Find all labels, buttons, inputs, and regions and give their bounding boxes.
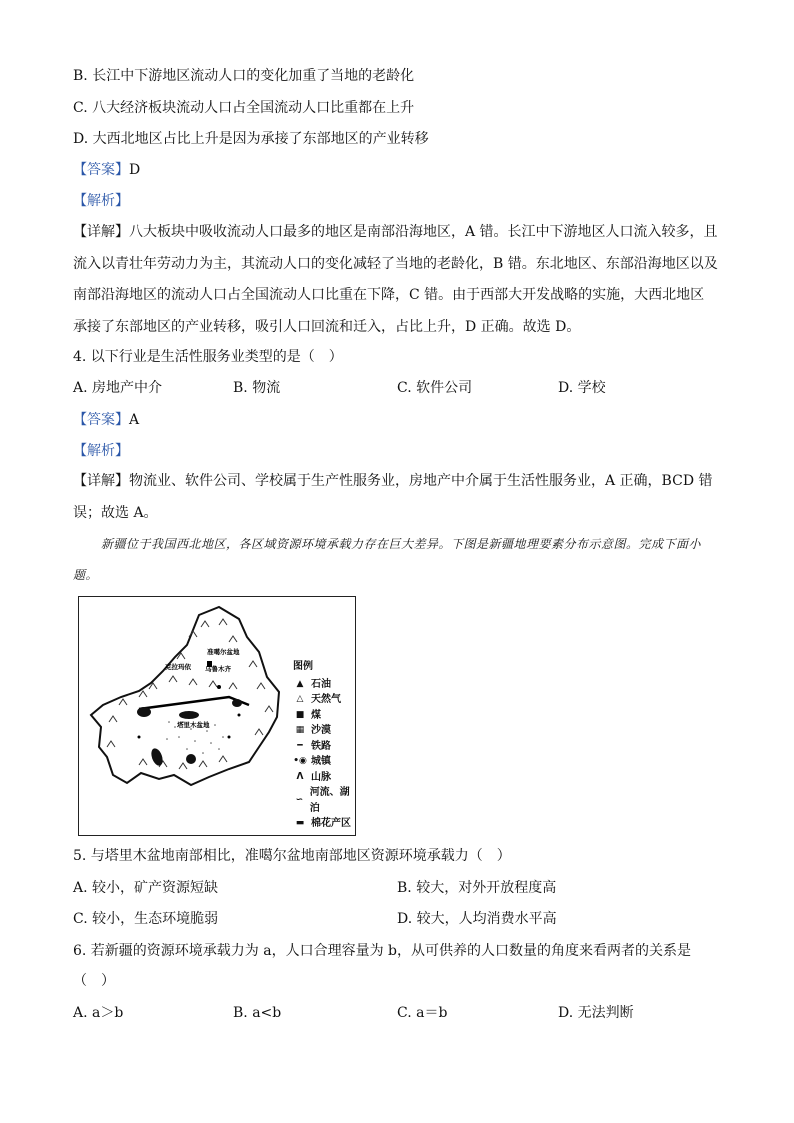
- option-d: D. 大西北地区占比上升是因为承接了东部地区的产业转移: [73, 131, 429, 147]
- label-tarim: 塔里木盆地: [177, 721, 210, 729]
- legend-row-cotton: ▬ 棉花产区: [293, 816, 355, 832]
- q5-option-a: A. 较小，矿产资源短缺: [73, 880, 219, 896]
- gas-icon: △: [296, 694, 304, 704]
- q4-option-c: C. 软件公司: [397, 380, 473, 396]
- legend-title: 图例: [293, 661, 313, 672]
- legend-row-desert: ▦ 沙漠: [293, 723, 355, 739]
- legend-row-river: ∽ 河流、湖泊: [293, 785, 355, 816]
- oil-icon: ▲: [296, 678, 304, 689]
- legend-row-railway: ━ 铁路: [293, 739, 355, 755]
- q5-option-c: C. 较小，生态环境脆弱: [73, 911, 219, 927]
- q5-option-b: B. 较大，对外开放程度高: [397, 880, 557, 896]
- q6-option-a: A. a＞b: [73, 1005, 124, 1021]
- legend-row-coal: ■ 煤: [293, 708, 355, 724]
- q4-analysis-tag: 【解析】: [73, 443, 129, 459]
- label-karamay: 克拉玛依: [165, 663, 191, 671]
- q4-option-d: D. 学校: [558, 380, 606, 396]
- analysis-tag: 【解析】: [73, 193, 129, 209]
- answer-tag: 【答案】: [73, 162, 129, 178]
- answer-line: [73, 160, 140, 180]
- q4-detail-text: 物流业、软件公司、学校属于生产性服务业，房地产中介属于生活性服务业，A 正确，BCD 错误；故选 A。: [73, 473, 713, 521]
- q4-detail-paragraph: [73, 466, 718, 529]
- detail-text: 八大板块中吸收流动人口最多的地区是南部沿海地区，A 错。长江中下游地区人口流入较多，且流入以青壮年劳动力为主，其流动人口的变化减轻了当地的老龄化，B 错。东北地区、东部沿海地区以及南部沿海地区的流动人口占全国流动人口比重在下降，C 错。由于西部大开发战略的实施，大西北地区承接了东部地区的产业转移，吸引人口回流和迁入，占比上升，D 正确。故选 D。: [73, 224, 718, 335]
- coal-icon: ■: [295, 709, 305, 720]
- q5-option-d: D. 较大，人均消费水平高: [397, 911, 557, 927]
- question-6-stem: 6. 若新疆的资源环境承载力为 a，人口合理容量为 b，从可供养的人口数量的角度来看两者的关系是: [73, 943, 692, 959]
- legend-row-town: •◉ 城镇: [293, 754, 355, 770]
- question-6-stem-cont: （ ）: [73, 973, 115, 989]
- river-lake-icon: ∽: [295, 794, 304, 805]
- q4-detail-tag: 【详解】: [73, 473, 129, 489]
- legend-row-gas: △ 天然气: [293, 692, 355, 708]
- detail-paragraph: [73, 217, 718, 343]
- legend-row-mountain: ᐱ 山脉: [293, 770, 355, 786]
- town-icon: •◉: [293, 756, 307, 766]
- q6-option-c: C. a＝b: [397, 1005, 448, 1021]
- answer-value: D: [129, 162, 141, 178]
- question-5-stem: 5. 与塔里木盆地南部相比，准噶尔盆地南部地区资源环境承载力（ ）: [73, 848, 511, 864]
- detail-tag: 【详解】: [73, 224, 129, 240]
- q4-answer-line: 【答案】A: [73, 412, 140, 428]
- desert-icon: ▦: [295, 725, 305, 735]
- q4-option-a: A. 房地产中介: [73, 380, 163, 396]
- map-legend: [293, 659, 355, 832]
- material-intro: 新疆位于我国西北地区，各区域资源环境承载力存在巨大差异。下图是新疆地理要素分布示意图。完成下面小题。: [73, 537, 702, 582]
- railway-icon: ━: [297, 740, 303, 751]
- mountain-icon: ᐱ: [296, 771, 304, 782]
- legend-row-oil: ▲ 石油: [293, 677, 355, 693]
- label-urumqi: 乌鲁木齐: [205, 665, 231, 673]
- q6-option-b: B. a<b: [233, 1005, 282, 1021]
- q6-option-d: D. 无法判断: [558, 1005, 634, 1021]
- cotton-area-icon: ▬: [295, 818, 305, 828]
- q4-option-b: B. 物流: [233, 380, 281, 396]
- label-junggar: 准噶尔盆地: [207, 648, 240, 656]
- q4-answer-value: A: [129, 412, 140, 428]
- question-4-stem: 4. 以下行业是生活性服务业类型的是（ ）: [73, 349, 343, 365]
- option-b: B. 长江中下游地区流动人口的变化加重了当地的老龄化: [73, 68, 415, 84]
- option-c: C. 八大经济板块流动人口占全国流动人口比重都在上升: [73, 100, 415, 116]
- xinjiang-map-figure: [78, 596, 356, 836]
- region-outline: [91, 607, 279, 785]
